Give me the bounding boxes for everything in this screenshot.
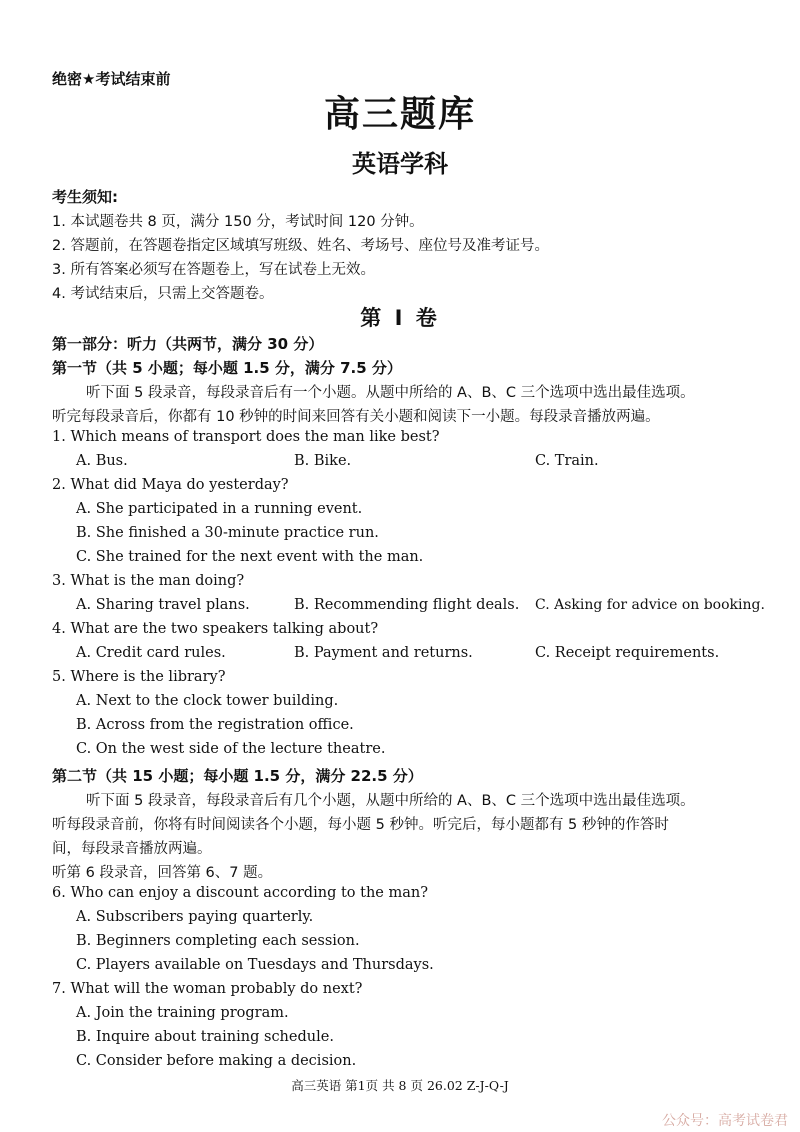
section2-intro: 听每段录音前，你将有时间阅读各个小题，每小题 5 秒钟。听完后，每小题都有 5 秒钟的作答时 [52, 817, 669, 833]
section1-intro: 听完每段录音后，你都有 10 秒钟的时间来回答有关小题和阅读下一小题。每段录音播放两遍。 [52, 409, 660, 425]
page-footer: 高三英语 第1页 共 8 页 26.02 Z-J-Q-J [291, 1078, 509, 1093]
option-b: B. Payment and returns. [294, 645, 473, 661]
section1-heading: 第一节（共 5 小题；每小题 1.5 分，满分 7.5 分） [52, 359, 402, 377]
question-stem: 5. Where is the library? [52, 669, 226, 685]
instruction-item: 3. 所有答案必须写在答题卷上，写在试卷上无效。 [52, 262, 375, 278]
question-stem: 1. Which means of transport does the man like best? [52, 429, 440, 445]
option-b: B. Bike. [294, 453, 352, 469]
option-b: B. Inquire about training schedule. [76, 1029, 334, 1045]
section2-intro: 间，每段录音播放两遍。 [52, 841, 212, 857]
option-c: C. Consider before making a decision. [76, 1053, 357, 1069]
volume-title: 第 I 卷 [360, 306, 440, 330]
option-a: A. Credit card rules. [76, 645, 226, 661]
option-c: C. On the west side of the lecture theatre. [76, 741, 386, 757]
instruction-item: 2. 答题前，在答题卷指定区域填写班级、姓名、考场号、座位号及准考证号。 [52, 238, 549, 254]
confidential-label: 绝密★考试结束前 [52, 70, 171, 88]
option-b: B. Beginners completing each session. [76, 933, 360, 949]
instruction-item: 4. 考试结束后，只需上交答题卷。 [52, 286, 274, 302]
question-stem: 6. Who can enjoy a discount according to the man? [52, 885, 428, 901]
section1-intro: 听下面 5 段录音，每段录音后有一个小题。从题中所给的 A、B、C 三个选项中选出最佳选项。 [86, 385, 695, 401]
option-c: C. Asking for advice on booking. [535, 597, 765, 613]
option-c: C. Players available on Tuesdays and Thursdays. [76, 957, 434, 973]
option-a: A. Subscribers paying quarterly. [76, 909, 314, 925]
instruction-item: 1. 本试题卷共 8 页，满分 150 分，考试时间 120 分钟。 [52, 214, 424, 230]
page-title: 高三题库 [323, 94, 476, 135]
option-b: B. She finished a 30-minute practice run. [76, 525, 379, 541]
watermark: 公众号：高考试卷君 [662, 1113, 788, 1129]
subject-title: 英语学科 [352, 150, 448, 178]
option-a: A. Bus. [76, 453, 128, 469]
question-stem: 4. What are the two speakers talking about? [52, 621, 379, 637]
option-a: A. Next to the clock tower building. [76, 693, 339, 709]
section2-heading: 第二节（共 15 小题；每小题 1.5 分，满分 22.5 分） [52, 767, 423, 785]
instructions-heading: 考生须知: [52, 188, 118, 206]
option-a: A. Join the training program. [76, 1005, 289, 1021]
question-stem: 3. What is the man doing? [52, 573, 245, 589]
option-c: C. Train. [535, 453, 599, 469]
audio-note: 听第 6 段录音，回答第 6、7 题。 [52, 865, 273, 881]
option-c: C. Receipt requirements. [535, 645, 720, 661]
option-b: B. Across from the registration office. [76, 717, 354, 733]
section2-intro: 听下面 5 段录音，每段录音后有几个小题，从题中所给的 A、B、C 三个选项中选出最佳选项。 [86, 793, 695, 809]
question-stem: 2. What did Maya do yesterday? [52, 477, 289, 493]
part1-heading: 第一部分：听力（共两节，满分 30 分） [52, 335, 324, 353]
option-a: A. Sharing travel plans. [76, 597, 250, 613]
option-c: C. She trained for the next event with the man. [76, 549, 424, 565]
option-a: A. She participated in a running event. [76, 501, 363, 517]
question-stem: 7. What will the woman probably do next? [52, 981, 363, 997]
option-b: B. Recommending flight deals. [294, 597, 520, 613]
